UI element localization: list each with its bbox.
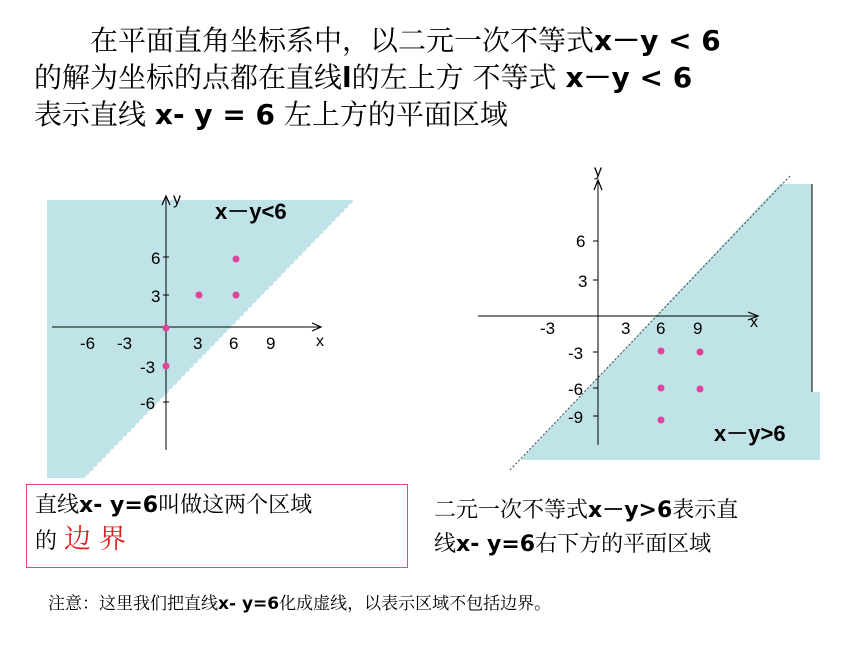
box-text: 的: [35, 529, 64, 554]
description-text: 表示直: [672, 498, 739, 523]
equation-text: x- y = 6: [154, 98, 276, 131]
intro-text: 在平面直角坐标系中，以二元一次不等式: [90, 24, 595, 57]
left-sample-point: [233, 292, 240, 299]
right-y-tick: -6: [568, 380, 584, 399]
right-sample-point: [658, 417, 665, 424]
description-text: 线: [434, 532, 457, 557]
left-sample-point: [163, 325, 170, 332]
right-description-line-1: [434, 494, 834, 528]
left-region-label: x－y<6: [215, 199, 287, 224]
left-sample-point: [196, 292, 203, 299]
right-x-tick: 9: [693, 319, 703, 338]
right-y-axis-label: y: [594, 163, 602, 180]
left-x-tick: 9: [266, 334, 276, 353]
right-shaded-region: [520, 184, 820, 460]
left-y-tick: -3: [140, 358, 156, 377]
left-x-tick: -3: [117, 334, 133, 353]
box-text: 直线: [35, 493, 80, 518]
inequality-text: x－y < 6: [594, 24, 721, 57]
description-text: 二元一次不等式: [434, 498, 589, 523]
boundary-definition-line-2: [35, 523, 399, 559]
left-graph: [47, 191, 355, 478]
left-y-tick: 3: [151, 287, 161, 306]
right-x-tick: 3: [621, 319, 631, 338]
equation-text: x- y=6: [456, 532, 536, 557]
left-sample-point: [233, 256, 240, 263]
right-x-tick: 6: [656, 319, 666, 338]
note-text: [48, 592, 551, 616]
note-part: 化成虚线，以表示区域不包括边界。: [279, 594, 552, 614]
intro-text: 的左上方 不等式: [351, 61, 566, 94]
left-x-axis-label: x: [316, 333, 324, 350]
right-description-line-2: [434, 528, 834, 562]
left-sample-point: [163, 363, 170, 370]
right-graph: [478, 163, 820, 470]
intro-text: 表示直线: [34, 98, 155, 131]
right-sample-point: [658, 348, 665, 355]
note-part: 注意：这里我们把直线: [48, 594, 218, 614]
right-y-tick: 3: [578, 272, 588, 291]
equation-text: x- y=6: [218, 594, 280, 614]
right-sample-point: [697, 386, 704, 393]
right-y-tick: 6: [576, 232, 586, 251]
right-sample-point: [658, 385, 665, 392]
inequality-text: x－y>6: [588, 498, 673, 523]
equation-text: x- y=6: [79, 493, 159, 518]
left-x-tick: 6: [229, 334, 239, 353]
intro-text: 左上方的平面区域: [275, 98, 508, 131]
description-text: 右下方的平面区域: [535, 532, 712, 557]
right-sample-point: [697, 349, 704, 356]
left-x-tick: 3: [193, 334, 203, 353]
right-x-tick: -3: [540, 319, 556, 338]
boundary-term: 边界: [64, 524, 134, 555]
line-name: l: [342, 61, 352, 94]
boundary-definition-line-1: [35, 489, 399, 523]
inequality-text: x－y < 6: [565, 61, 693, 94]
box-text: 叫做这两个区域: [158, 493, 313, 518]
left-y-axis-label: y: [173, 191, 181, 208]
right-y-tick: -9: [568, 408, 584, 427]
left-y-tick: -6: [140, 394, 156, 413]
right-x-axis-label: x: [750, 314, 758, 331]
intro-text: 的解为坐标的点都在直线: [34, 61, 343, 94]
right-region-label: x－y>6: [714, 421, 786, 446]
right-y-tick: -3: [568, 344, 584, 363]
left-y-tick: 6: [151, 249, 161, 268]
boundary-definition-box: [26, 484, 408, 568]
right-region-description: [434, 494, 834, 562]
left-x-tick: -6: [80, 334, 96, 353]
